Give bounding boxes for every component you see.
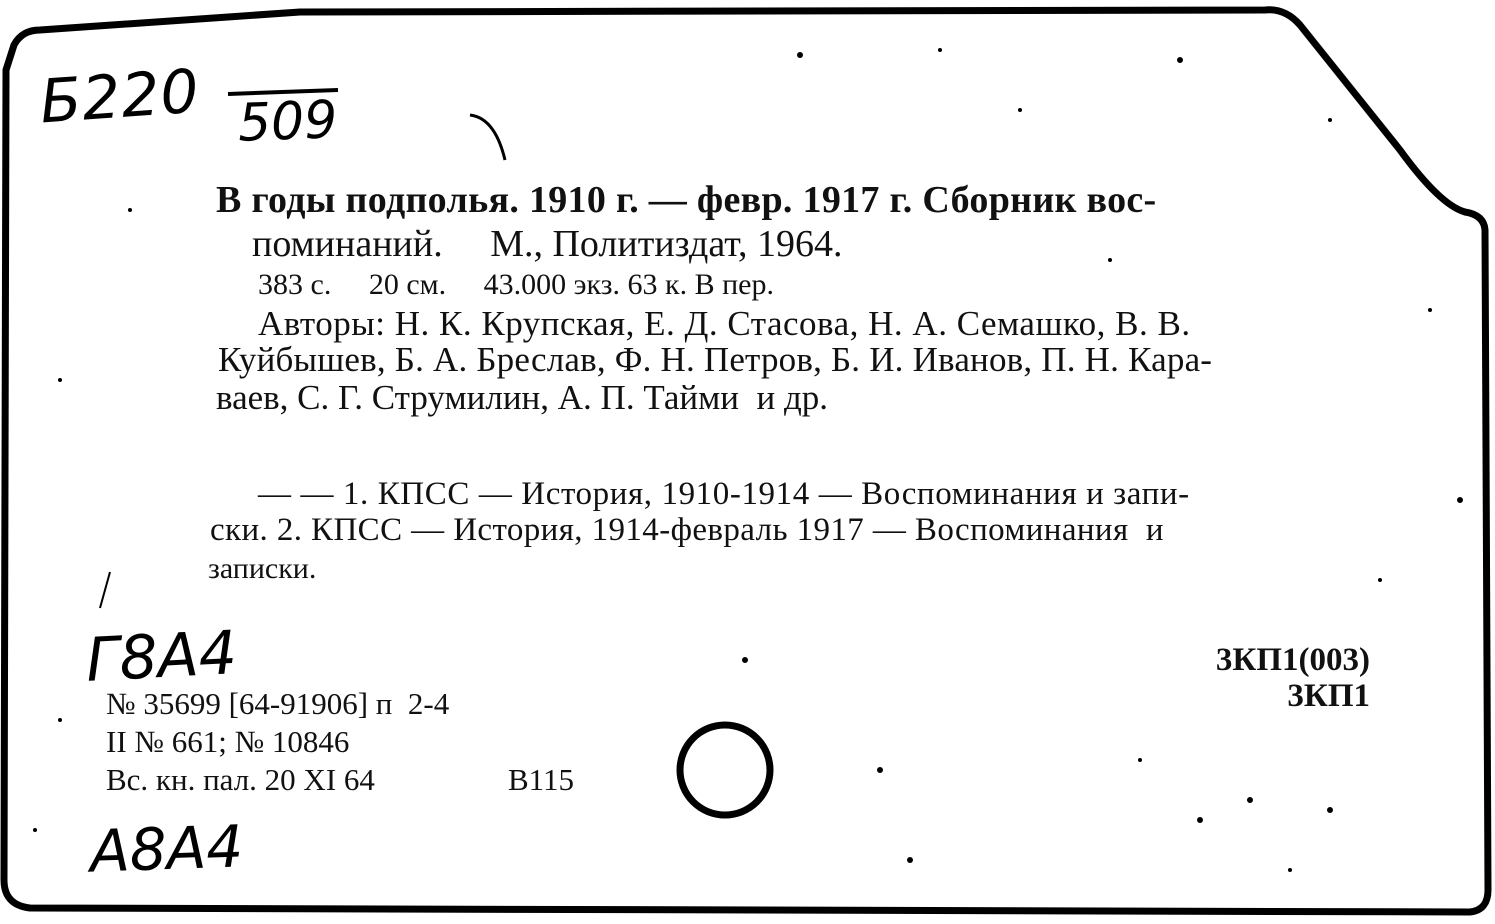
classification-code-2: 3КП1: [1287, 678, 1370, 714]
entry-authors-line-1: Авторы: Н. К. Крупская, Е. Д. Стасова, Н. А. Семашко, В. В.: [258, 304, 1191, 343]
handwritten-mark-1: Г8А4: [84, 618, 239, 696]
classification-code-1: 3КП1(003): [1215, 642, 1370, 678]
entry-title-line-1: В годы подполья. 1910 г. — февр. 1917 г. Сборник вос-: [216, 179, 1157, 221]
entry-authors-line-2: Куйбышев, Б. А. Бреслав, Ф. Н. Петров, Б. И. Иванов, П. Н. Кара-: [218, 340, 1213, 379]
pen-mark: [470, 115, 505, 160]
handwritten-mark-2: А8А4: [88, 812, 245, 886]
handwritten-call-number: Б220: [37, 56, 202, 138]
pen-mark-left: [100, 572, 110, 608]
punch-hole: [680, 725, 770, 815]
entry-physical-description: 383 с. 20 см. 43.000 экз. 63 к. В пер.: [258, 268, 774, 301]
code-b: В115: [508, 762, 575, 797]
subjects-line-2: ски. 2. КПСС — История, 1914-февраль 1917 — Воспоминания и: [210, 512, 1164, 548]
registration-number: № 35699 [64-91906] п 2-4: [106, 686, 450, 721]
entry-authors-line-3: ваев, С. Г. Струмилин, А. П. Тайми и др.: [216, 378, 829, 417]
handwritten-call-number-sub: 509: [236, 90, 339, 154]
book-chamber-date: Вс. кн. пал. 20 XI 64: [106, 762, 375, 797]
subjects-line-3: записки.: [208, 552, 317, 585]
registration-second-line: II № 661; № 10846: [106, 724, 350, 759]
subjects-line-1: — — 1. КПСС — История, 1910-1914 — Воспоминания и запи-: [258, 476, 1190, 512]
entry-title-line-2: поминаний. М., Политиздат, 1964.: [252, 223, 843, 265]
